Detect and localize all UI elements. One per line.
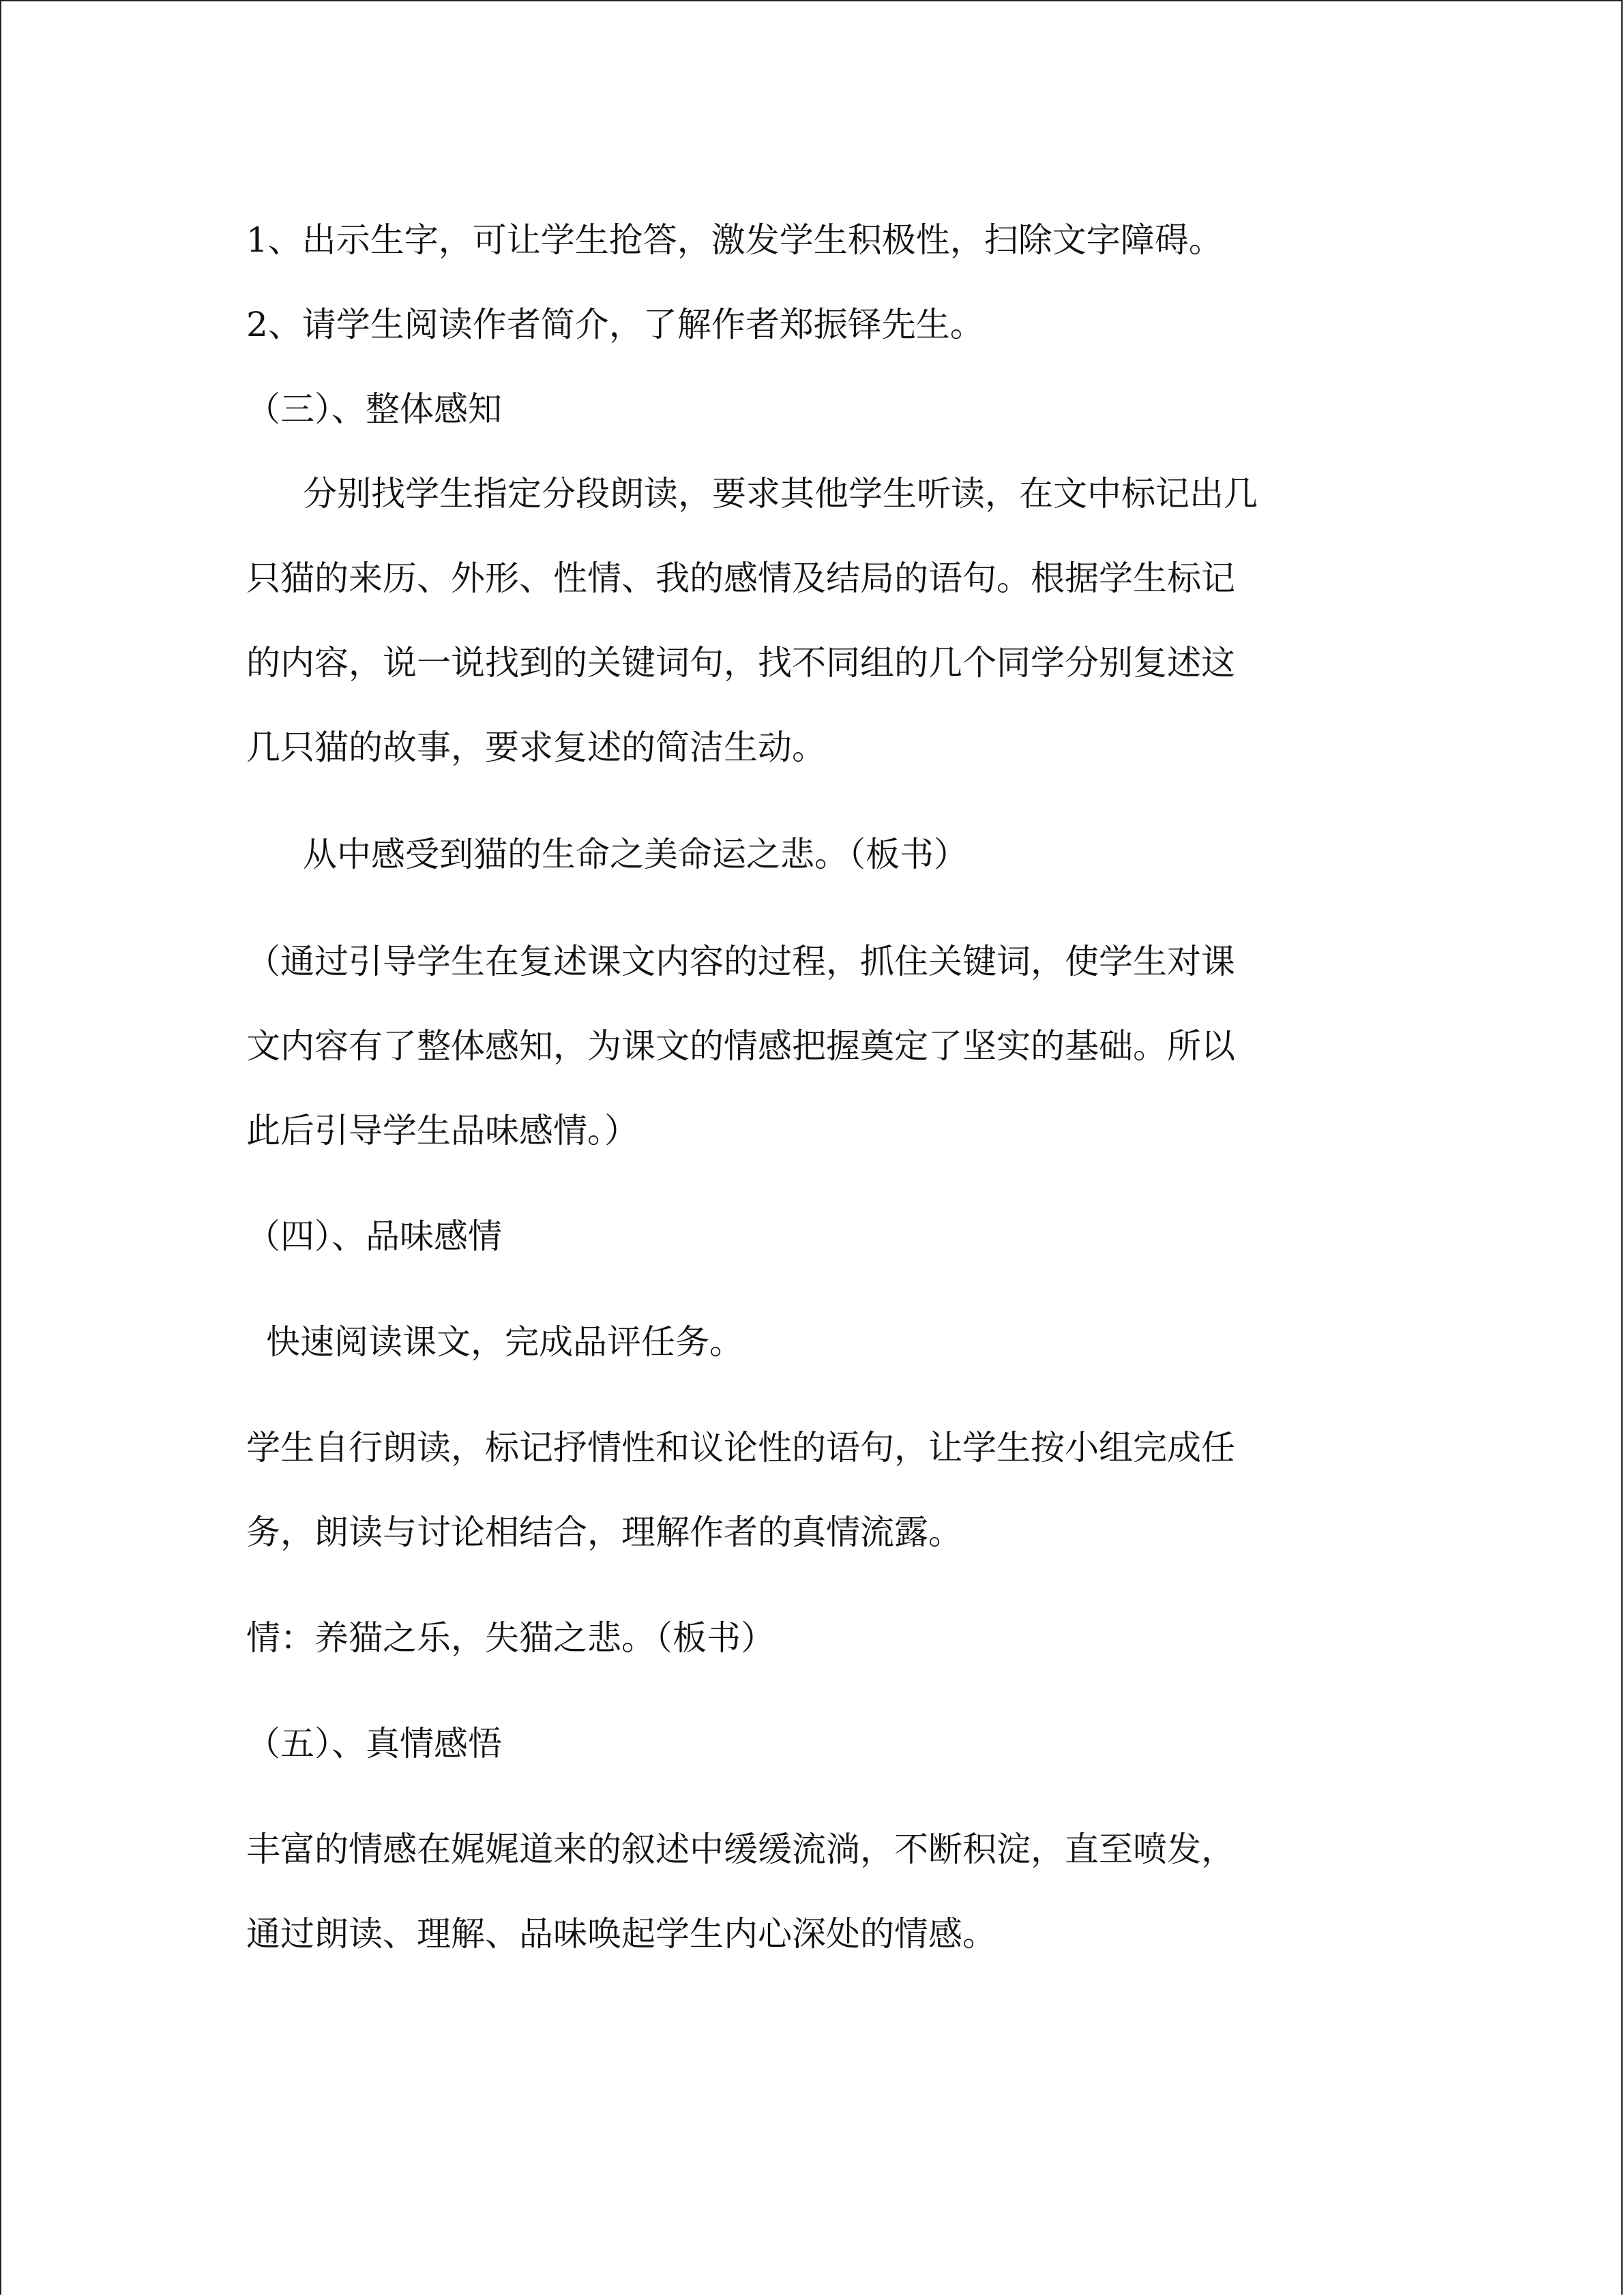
paragraph-line: 快速阅读课文，完成品评任务。 — [266, 1322, 743, 1362]
list-item-2: 2、请学生阅读作者简介，了解作者郑振铎先生。 — [246, 305, 984, 344]
paragraph-line: 文内容有了整体感知，为课文的情感把握奠定了坚实的基础。所以 — [246, 1026, 1235, 1066]
paragraph-line: 丰富的情感在娓娓道来的叙述中缓缓流淌，不断积淀，直至喷发， — [246, 1830, 1235, 1869]
paragraph-line: 从中感受到猫的生命之美命运之悲。（板书） — [303, 835, 968, 874]
list-item-1: 1、出示生字，可让学生抢答，激发学生积极性，扫除文字障碍。 — [246, 220, 1223, 260]
section-heading-3: （三）、整体感知 — [246, 389, 502, 429]
paragraph-line: 通过朗读、理解、品味唤起学生内心深处的情感。 — [246, 1914, 996, 1954]
paragraph-line: 的内容，说一说找到的关键词句，找不同组的几个同学分别复述这 — [246, 643, 1235, 683]
paragraph-line: 情：养猫之乐，失猫之悲。（板书） — [246, 1618, 775, 1658]
paragraph-line: （通过引导学生在复述课文内容的过程，抓住关键词，使学生对课 — [246, 942, 1235, 981]
paragraph-line: 务，朗读与讨论相结合，理解作者的真情流露。 — [246, 1512, 962, 1552]
paragraph-line: 几只猫的故事，要求复述的简洁生动。 — [246, 728, 826, 767]
paragraph-line: 只猫的来历、外形、性情、我的感情及结局的语句。根据学生标记 — [246, 558, 1235, 598]
section-heading-5: （五）、真情感悟 — [246, 1724, 502, 1763]
paragraph-line: 学生自行朗读，标记抒情性和议论性的语句，让学生按小组完成任 — [246, 1428, 1235, 1467]
section-heading-4: （四）、品味感情 — [246, 1217, 502, 1256]
paragraph-line: 分别找学生指定分段朗读，要求其他学生听读，在文中标记出几 — [303, 474, 1258, 513]
paragraph-line: 此后引导学生品味感情。） — [246, 1111, 638, 1150]
